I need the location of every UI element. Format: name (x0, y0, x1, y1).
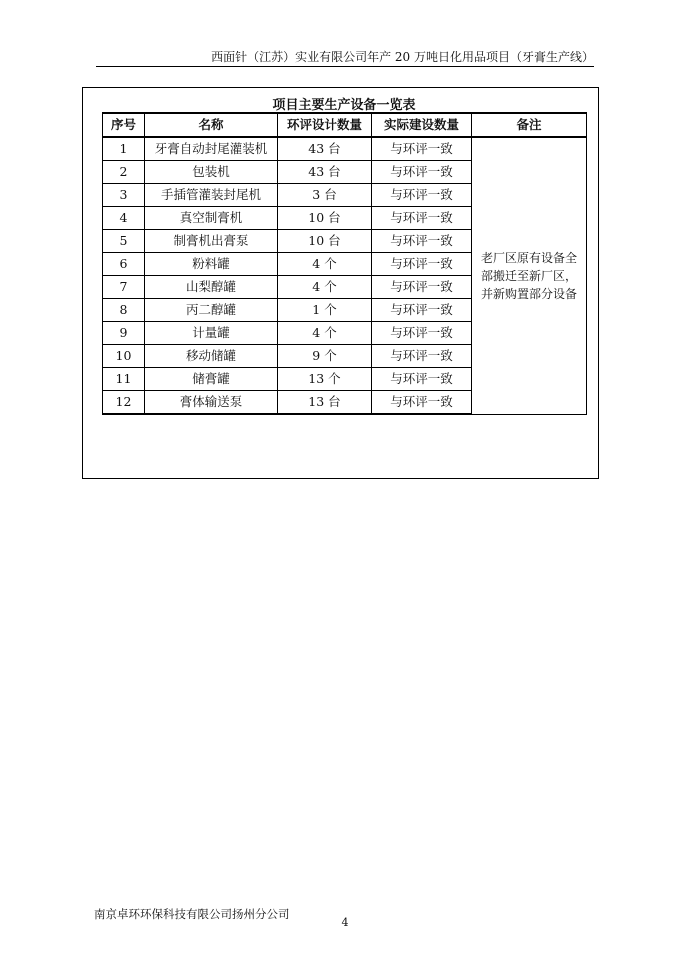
col-header-no: 序号 (103, 113, 145, 137)
cell-name: 牙膏自动封尾灌装机 (145, 137, 278, 161)
cell-name: 真空制膏机 (145, 207, 278, 230)
cell-actual-qty: 与环评一致 (372, 230, 472, 253)
cell-actual-qty: 与环评一致 (372, 322, 472, 345)
cell-name: 丙二醇罐 (145, 299, 278, 322)
cell-no: 1 (103, 137, 145, 161)
cell-no: 12 (103, 391, 145, 415)
cell-design-qty: 4 个 (278, 276, 372, 299)
equipment-table (102, 112, 587, 415)
cell-no: 8 (103, 299, 145, 322)
cell-actual-qty: 与环评一致 (372, 368, 472, 391)
cell-name: 手插管灌装封尾机 (145, 184, 278, 207)
col-header-design-qty: 环评设计数量 (278, 113, 372, 137)
cell-no: 7 (103, 276, 145, 299)
cell-actual-qty: 与环评一致 (372, 276, 472, 299)
running-header: 西面针（江苏）实业有限公司年产 20 万吨日化用品项目（牙膏生产线） (211, 50, 594, 64)
cell-design-qty: 43 台 (278, 161, 372, 184)
cell-design-qty: 3 台 (278, 184, 372, 207)
cell-actual-qty: 与环评一致 (372, 184, 472, 207)
cell-design-qty: 1 个 (278, 299, 372, 322)
cell-design-qty: 4 个 (278, 253, 372, 276)
cell-name: 山梨醇罐 (145, 276, 278, 299)
cell-no: 2 (103, 161, 145, 184)
footer-company: 南京卓环环保科技有限公司扬州分公司 (94, 907, 290, 921)
cell-design-qty: 13 台 (278, 391, 372, 415)
cell-name: 移动储罐 (145, 345, 278, 368)
cell-design-qty: 9 个 (278, 345, 372, 368)
cell-name: 制膏机出膏泵 (145, 230, 278, 253)
cell-no: 4 (103, 207, 145, 230)
cell-no: 3 (103, 184, 145, 207)
cell-design-qty: 10 台 (278, 207, 372, 230)
cell-name: 计量罐 (145, 322, 278, 345)
cell-name: 包装机 (145, 161, 278, 184)
table-row (103, 137, 587, 161)
cell-actual-qty: 与环评一致 (372, 161, 472, 184)
cell-design-qty: 10 台 (278, 230, 372, 253)
cell-actual-qty: 与环评一致 (372, 253, 472, 276)
cell-remark: 老厂区原有设备全部搬迁至新厂区，并新购置部分设备 (472, 137, 587, 414)
cell-actual-qty: 与环评一致 (372, 299, 472, 322)
cell-no: 6 (103, 253, 145, 276)
header-divider (96, 66, 594, 67)
cell-no: 9 (103, 322, 145, 345)
cell-actual-qty: 与环评一致 (372, 391, 472, 415)
cell-actual-qty: 与环评一致 (372, 345, 472, 368)
cell-name: 储膏罐 (145, 368, 278, 391)
cell-name: 粉料罐 (145, 253, 278, 276)
page-number: 4 (341, 916, 349, 929)
col-header-name: 名称 (145, 113, 278, 137)
cell-name: 膏体输送泵 (145, 391, 278, 415)
cell-actual-qty: 与环评一致 (372, 137, 472, 161)
cell-design-qty: 43 台 (278, 137, 372, 161)
cell-design-qty: 13 个 (278, 368, 372, 391)
cell-no: 10 (103, 345, 145, 368)
table-title: 项目主要生产设备一览表 (272, 98, 416, 113)
col-header-actual-qty: 实际建设数量 (372, 113, 472, 137)
table-header-row (103, 113, 587, 137)
col-header-remark: 备注 (472, 113, 587, 137)
cell-actual-qty: 与环评一致 (372, 207, 472, 230)
cell-no: 5 (103, 230, 145, 253)
cell-no: 11 (103, 368, 145, 391)
cell-design-qty: 4 个 (278, 322, 372, 345)
